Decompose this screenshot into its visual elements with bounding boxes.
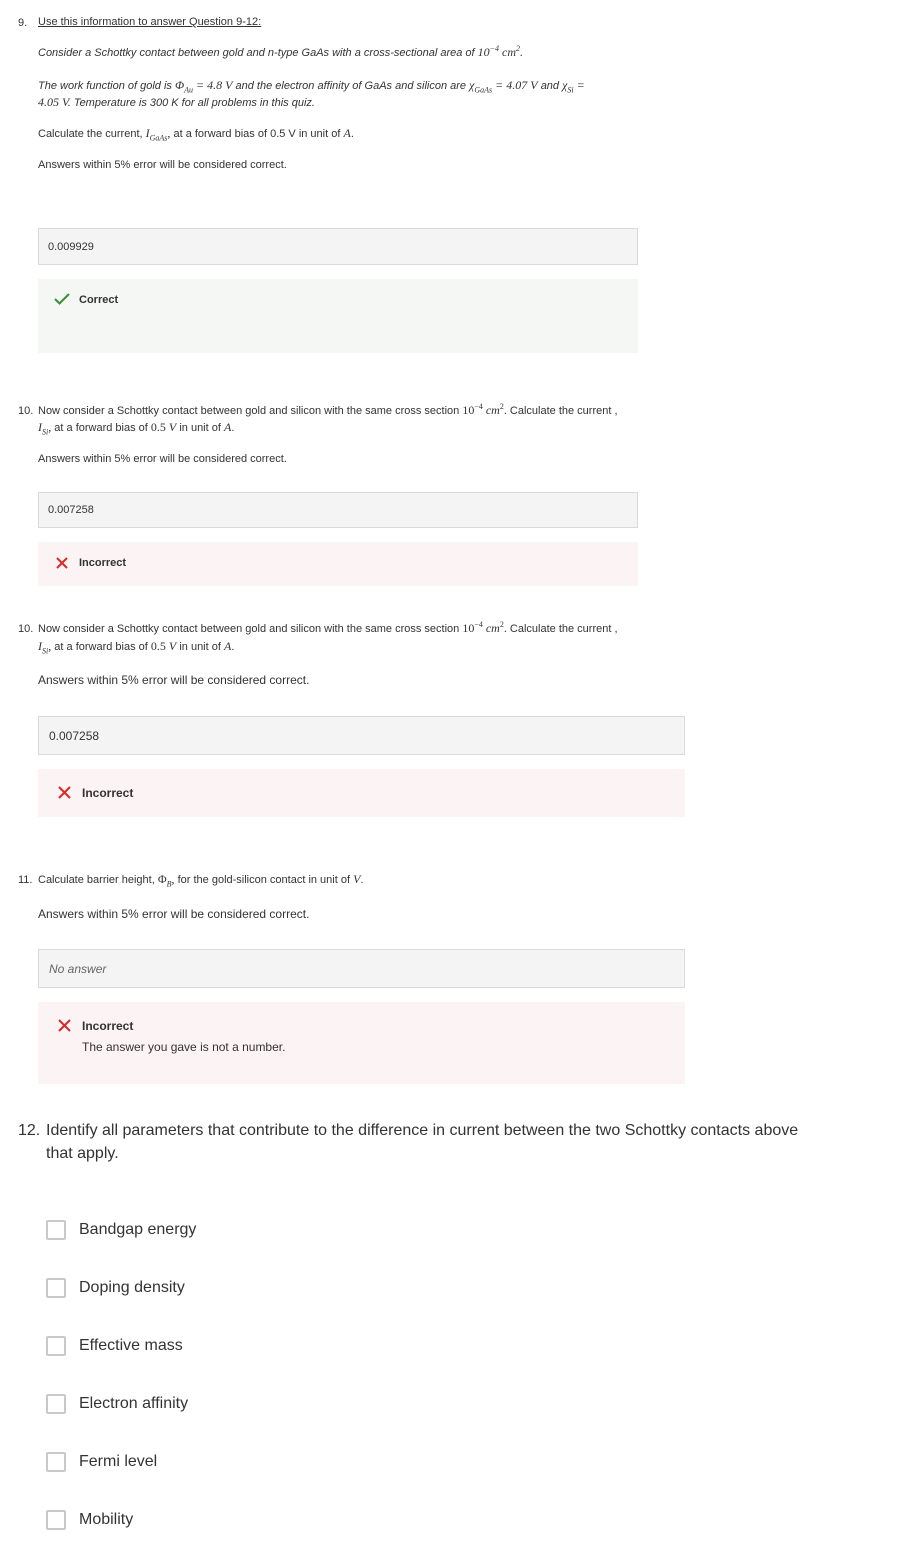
- question-10b-line-1: Now consider a Schottky contact between gold and silicon with the same cross section $10^{-4}$ $cm^2$. Calculate the current ,: [38, 620, 618, 635]
- option-label: Effective mass: [79, 1337, 183, 1354]
- feedback-label: Incorrect: [82, 786, 134, 800]
- intro-link[interactable]: Use this information to answer Question 9-12:: [38, 16, 262, 28]
- option-label: Fermi level: [79, 1453, 158, 1470]
- question-11-answer-input[interactable]: [38, 949, 685, 988]
- checkbox[interactable]: [46, 1394, 66, 1414]
- answer-value: 0.007258: [48, 504, 94, 516]
- question-9-paragraph-2: The work function of gold is $\Phi_{Au} = 4.8$ V and the electron affinity of GaAs and silicon are $\chi_{GaAs} = 4.07$ V and $\chi_{Si}$ =: [38, 78, 585, 95]
- feedback-label: Correct: [79, 294, 119, 306]
- option-bandgap-energy[interactable]: [46, 1219, 196, 1241]
- option-doping-density[interactable]: [46, 1277, 185, 1299]
- question-11-number: 11.: [18, 874, 33, 886]
- question-10-answer-input[interactable]: [38, 492, 638, 528]
- feedback-label: Incorrect: [79, 557, 127, 569]
- question-10-number: 10.: [18, 405, 34, 417]
- question-12-prompt: Identify all parameters that contribute to the difference in current between the two Schottky contacts above that apply.: [46, 1122, 799, 1162]
- option-label: Mobility: [79, 1511, 134, 1528]
- question-9-intro: [38, 14, 261, 31]
- question-9-paragraph-2-line2: 4.05 V. Temperature is 300 K for all problems in this quiz.: [38, 95, 315, 109]
- x-icon: [57, 785, 72, 800]
- checkbox[interactable]: [46, 1220, 66, 1240]
- question-10b-number: 10.: [18, 623, 34, 635]
- option-fermi-level[interactable]: [46, 1451, 157, 1473]
- checkbox[interactable]: [46, 1336, 66, 1356]
- option-label: Bandgap energy: [79, 1221, 197, 1238]
- question-11-prompt: Calculate barrier height, $\Phi_B$, for the gold-silicon contact in unit of V.: [38, 872, 364, 889]
- x-icon: [57, 1018, 72, 1033]
- option-mobility[interactable]: [46, 1509, 133, 1531]
- answer-placeholder: No answer: [49, 961, 107, 976]
- feedback-message: The answer you gave is not a number.: [82, 1040, 286, 1054]
- question-10-tolerance: Answers within 5% error will be considered correct.: [38, 453, 287, 465]
- question-10b-line-2: $I_{Si}$, at a forward bias of 0.5 V in unit of A.: [38, 639, 235, 656]
- answer-value: 0.009929: [48, 240, 94, 253]
- answer-value: 0.007258: [49, 728, 100, 743]
- question-9-number: 9.: [18, 17, 28, 29]
- x-icon: [55, 556, 69, 570]
- question-10-line-1: Now consider a Schottky contact between gold and silicon with the same cross section $10^{-4}$ $cm^2$. Calculate the current ,: [38, 402, 618, 417]
- question-10b-tolerance: Answers within 5% error will be considered correct.: [38, 673, 310, 687]
- option-label: Electron affinity: [79, 1395, 189, 1412]
- question-10b-feedback: [38, 769, 685, 817]
- check-icon: [53, 292, 71, 306]
- question-9-tolerance: Answers within 5% error will be considered correct.: [38, 159, 287, 171]
- option-label: Doping density: [79, 1279, 185, 1296]
- question-10-feedback: [38, 542, 638, 586]
- feedback-label: Incorrect: [82, 1019, 134, 1033]
- checkbox[interactable]: [46, 1510, 66, 1530]
- checkbox[interactable]: [46, 1452, 66, 1472]
- option-effective-mass[interactable]: [46, 1335, 183, 1357]
- question-9-answer-input[interactable]: [38, 228, 638, 265]
- question-9-feedback: [38, 279, 638, 353]
- checkbox[interactable]: [46, 1278, 66, 1298]
- option-electron-affinity[interactable]: [46, 1393, 188, 1415]
- question-10b-answer-input[interactable]: [38, 716, 685, 755]
- question-9-prompt: Calculate the current, $I_{GaAs}$, at a forward bias of 0.5 V in unit of A.: [38, 126, 354, 143]
- question-10-line-2: $I_{Si}$, at a forward bias of 0.5 V in unit of A.: [38, 420, 235, 437]
- question-12-number: 12.: [18, 1122, 41, 1139]
- question-11-tolerance: Answers within 5% error will be considered correct.: [38, 907, 310, 921]
- question-11-feedback: [38, 1002, 685, 1084]
- question-9-paragraph-1: Consider a Schottky contact between gold and n-type GaAs with a cross-sectional area of $10^{-4}$ $cm^2$.: [38, 44, 524, 59]
